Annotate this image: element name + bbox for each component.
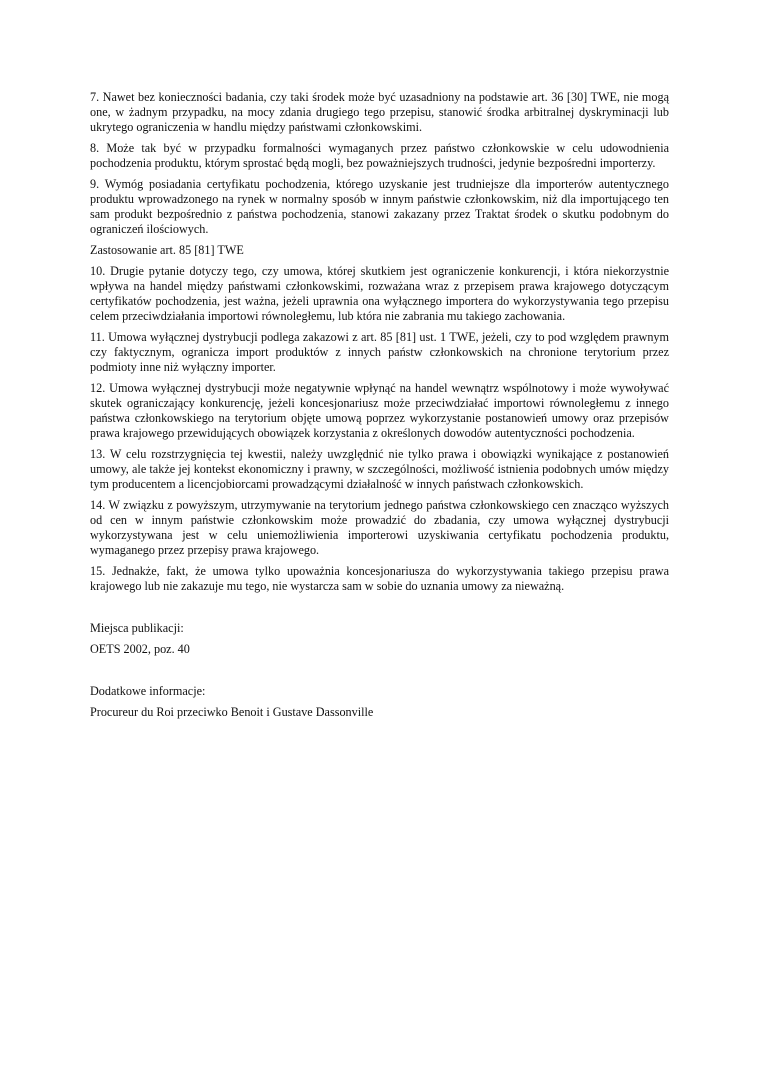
paragraph-8: 8. Może tak być w przypadku formalności wymaganych przez państwo członkowskie w celu udowodnienia pochodzenia produktu, którym sprostać będą mogli, bez poważniejszych trudności, jedynie bezpośredni importerzy. bbox=[90, 141, 669, 170]
additional-info-label: Dodatkowe informacje: bbox=[90, 684, 206, 698]
paragraph-7: 7. Nawet bez konieczności badania, czy taki środek może być uzasadniony na podstawie art. 36 [30] TWE, nie mogą one, w żadnym przypadku, na mocy zdania drugiego tego przepisu, stanowić środka arbitralnej dyskryminacji lub ukrytego ograniczenia w handlu między państwami członkowskimi. bbox=[90, 90, 669, 134]
paragraph-14: 14. W związku z powyższym, utrzymywanie na terytorium jednego państwa członkowskiego cen znacząco wyższych od cen w innym państwie członkowskim może prowadzić do zbadania, czy umowa wyłącznej dystrybucji wykorzystywana jest w celu uniemożliwienia importerowi uzyskiwania certyfikatu pochodzenia produktu, wymaganego przez przepisy prawa krajowego. bbox=[90, 498, 669, 557]
paragraph-13: 13. W celu rozstrzygnięcia tej kwestii, należy uwzględnić nie tylko prawa i obowiązki wynikające z postanowień umowy, ale także jej kontekst ekonomiczny i prawny, w szczególności, możliwość istnienia podobnych umów między tym producentem a licencjobiorcami prowadzącymi działalność w innych państwach członkowskich. bbox=[90, 447, 669, 491]
additional-info-value: Procureur du Roi przeciwko Benoit i Gustave Dassonville bbox=[90, 705, 374, 719]
publication-value: OETS 2002, poz. 40 bbox=[90, 642, 190, 656]
paragraph-12: 12. Umowa wyłącznej dystrybucji może negatywnie wpłynąć na handel wewnątrz wspólnotowy i może wywoływać skutek ograniczający konkurencję, jeżeli koncesjonariusz może przeciwdziałać importowi równoległemu z innego państwa członkowskiego na terytorium objęte umową poprzez wykorzystanie postanowień umowy oraz przepisów prawa krajowego przewidujących obowiązek korzystania z określonych dowodów autentyczności pochodzenia. bbox=[90, 381, 669, 440]
document-page bbox=[90, 90, 669, 726]
paragraph-11: 11. Umowa wyłącznej dystrybucji podlega zakazowi z art. 85 [81] ust. 1 TWE, jeżeli, czy to pod względem prawnym czy faktycznym, ogranicza import produktów z innych państw członkowskich na chronione terytorium przez podmioty inne niż wyłączny importer. bbox=[90, 330, 669, 374]
spacer bbox=[90, 600, 669, 621]
paragraph-15: 15. Jednakże, fakt, że umowa tylko upoważnia koncesjonariusza do wykorzystywania takiego przepisu prawa krajowego lub nie zakazuje mu tego, nie wystarcza sam w sobie do uznania umowy za nieważną. bbox=[90, 564, 669, 593]
section-heading: Zastosowanie art. 85 [81] TWE bbox=[90, 243, 244, 257]
paragraph-9: 9. Wymóg posiadania certyfikatu pochodzenia, którego uzyskanie jest trudniejsze dla importerów autentycznego produktu wprowadzonego na rynek w normalny sposób w innym państwie członkowskim, niż dla importującego ten sam produkt bezpośrednio z państwa pochodzenia, stanowi zakazany przez Traktat środek o skutku podobnym do ograniczeń ilościowych. bbox=[90, 177, 669, 236]
publication-label: Miejsca publikacji: bbox=[90, 621, 184, 635]
paragraph-10: 10. Drugie pytanie dotyczy tego, czy umowa, której skutkiem jest ograniczenie konkurencji, i która niekorzystnie wpływa na handel między państwami członkowskimi, rozważana wraz z przepisem prawa krajowego dotyczącym certyfikatów pochodzenia, jest ważna, jeżeli uprawnia ona wyłącznego importera do wykorzystywania tego przepisu celem przeciwdziałania importowi równoległemu, lub która nie zabrania mu takiego zachowania. bbox=[90, 264, 669, 323]
spacer bbox=[90, 663, 669, 684]
